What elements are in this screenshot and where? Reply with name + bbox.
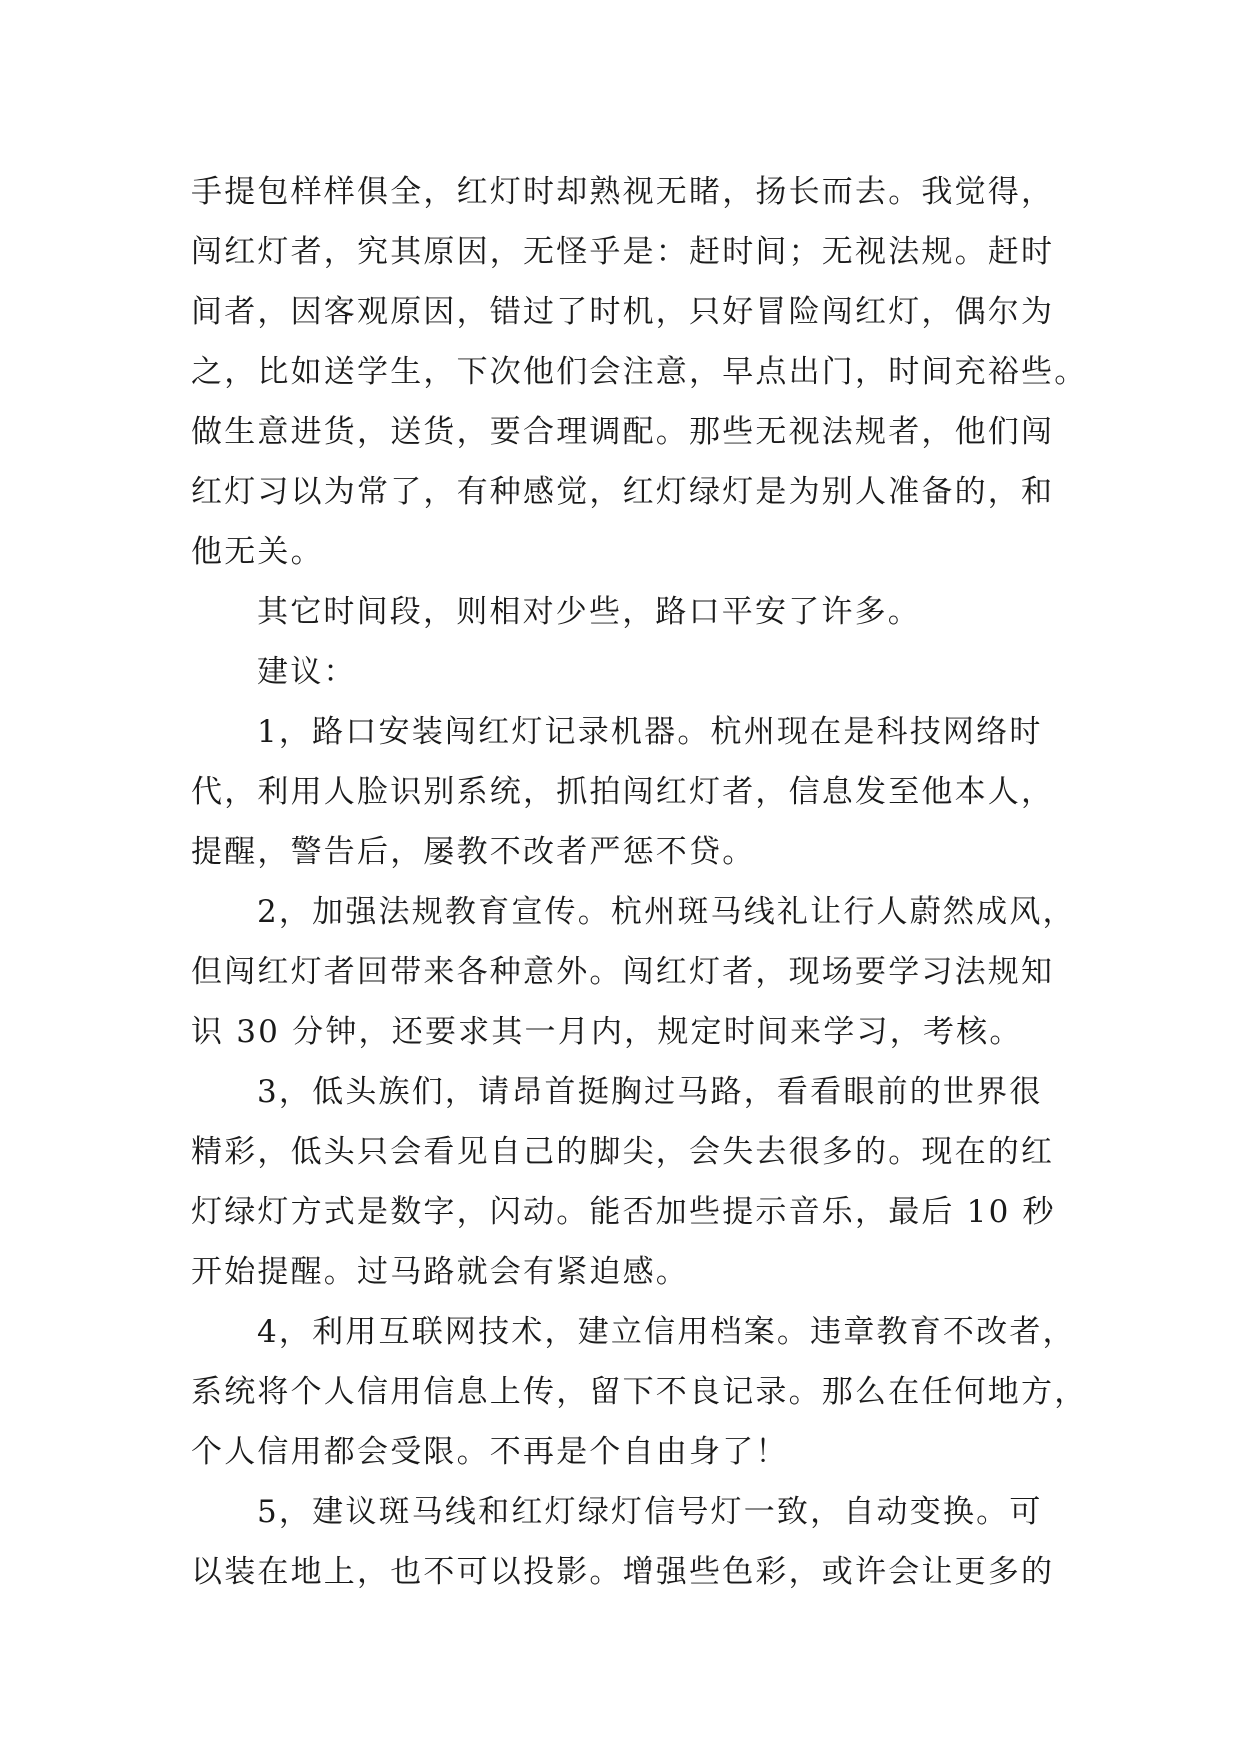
paragraph-continuation — [191, 162, 1088, 582]
paragraph-suggestion-1 — [191, 702, 1055, 882]
paragraph-suggestion-3 — [191, 1062, 1055, 1302]
document-body — [191, 162, 1088, 1602]
text-line: 4，利用互联网技术，建立信用档案。违章教育不改者， — [257, 1314, 1076, 1350]
text-line: 灯绿灯方式是数字，闪动。能否加些提示音乐，最后 10 秒 — [191, 1194, 1056, 1230]
text-line: 2，加强法规教育宣传。杭州斑马线礼让行人蔚然成风， — [257, 894, 1076, 930]
text-line: 识 30 分钟，还要求其一月内，规定时间来学习，考核。 — [191, 1014, 1023, 1050]
text-line: 红灯习以为常了，有种感觉，红灯绿灯是为别人准备的，和 — [191, 474, 1055, 510]
text-line: 精彩，低头只会看见自己的脚尖，会失去很多的。现在的红 — [191, 1134, 1055, 1170]
text-line: 间者，因客观原因，错过了时机，只好冒险闯红灯，偶尔为 — [191, 294, 1055, 330]
paragraph-suggestion-2 — [191, 882, 1076, 1062]
text-line: 闯红灯者，究其原因，无怪乎是：赶时间；无视法规。赶时 — [191, 234, 1055, 270]
paragraph-other-times — [191, 582, 1055, 642]
text-line: 个人信用都会受限。不再是个自由身了！ — [191, 1434, 789, 1470]
paragraph-suggestion-4 — [191, 1302, 1088, 1482]
text-line: 5，建议斑马线和红灯绿灯信号灯一致，自动变换。可 — [257, 1494, 1043, 1530]
text-line: 之，比如送学生，下次他们会注意，早点出门，时间充裕些。 — [191, 354, 1088, 390]
text-line: 手提包样样俱全，红灯时却熟视无睹，扬长而去。我觉得， — [191, 174, 1055, 210]
text-line: 系统将个人信用信息上传，留下不良记录。那么在任何地方， — [191, 1374, 1088, 1410]
text-line: 1，路口安装闯红灯记录机器。杭州现在是科技网络时 — [257, 714, 1043, 750]
text-line: 开始提醒。过马路就会有紧迫感。 — [191, 1254, 689, 1290]
text-line: 代，利用人脸识别系统，抓拍闯红灯者，信息发至他本人， — [191, 774, 1055, 810]
text-line: 做生意进货，送货，要合理调配。那些无视法规者，他们闯 — [191, 414, 1055, 450]
paragraph-suggestion-5 — [191, 1482, 1055, 1602]
text-line: 他无关。 — [191, 534, 324, 570]
text-line: 建议： — [257, 654, 357, 690]
text-line: 其它时间段，则相对少些，路口平安了许多。 — [257, 594, 921, 630]
text-line: 但闯红灯者回带来各种意外。闯红灯者，现场要学习法规知 — [191, 954, 1055, 990]
text-line: 以装在地上，也不可以投影。增强些色彩，或许会让更多的 — [191, 1554, 1055, 1590]
text-line: 提醒，警告后，屡教不改者严惩不贷。 — [191, 834, 756, 870]
paragraph-suggestions-heading — [191, 642, 1055, 702]
text-line: 3，低头族们，请昂首挺胸过马路，看看眼前的世界很 — [257, 1074, 1043, 1110]
